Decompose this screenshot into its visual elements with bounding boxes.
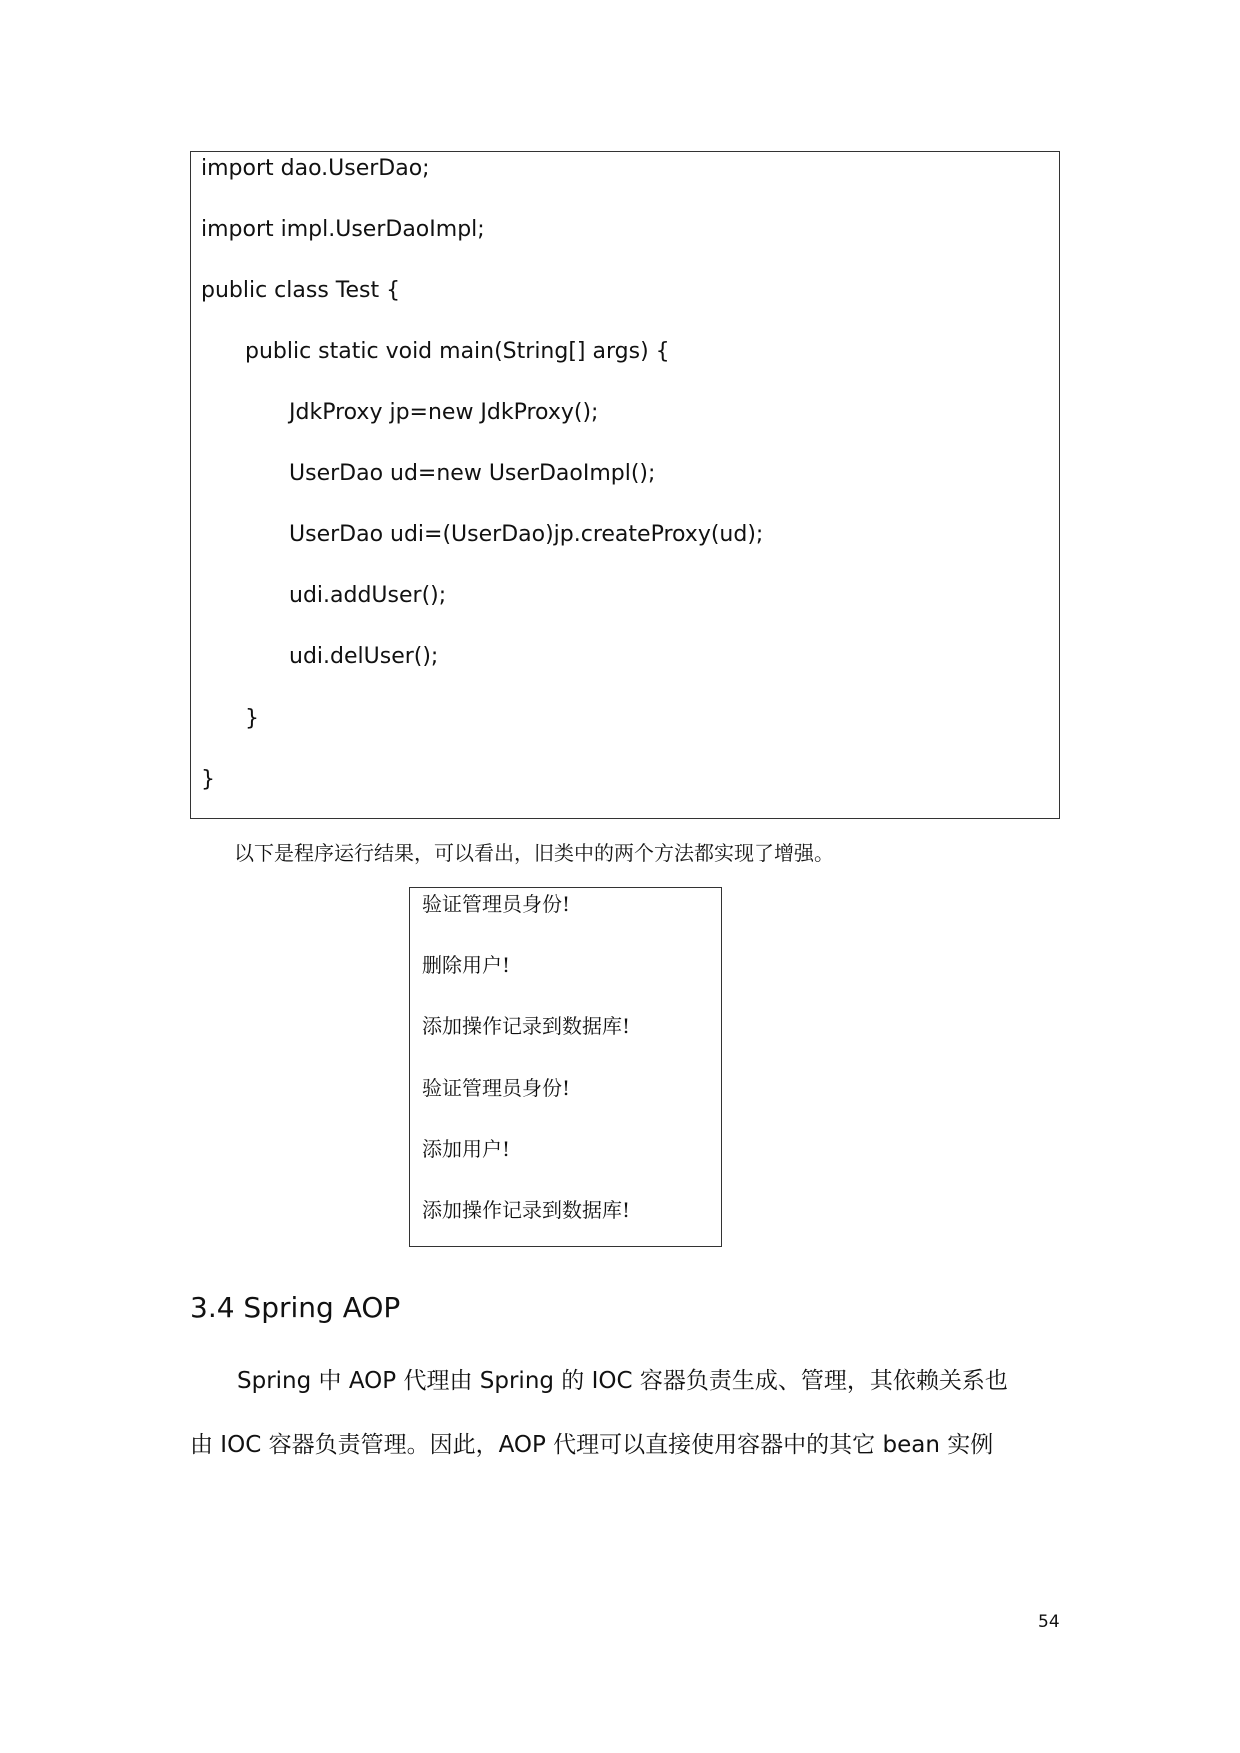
output-line: 验证管理员身份!: [422, 1076, 571, 1100]
program-output-block: [409, 887, 722, 1247]
paragraph-line: Spring 中 AOP 代理由 Spring 的 IOC 容器负责生成、管理，其依赖关系也: [237, 1368, 1008, 1394]
section-heading: 3.4 Spring AOP: [190, 1291, 401, 1324]
code-line: public class Test {: [201, 278, 401, 303]
output-line: 验证管理员身份!: [422, 892, 571, 916]
code-line: import dao.UserDao;: [201, 156, 430, 181]
page-number: 54: [1038, 1612, 1060, 1632]
code-line: public static void main(String[] args) {: [245, 339, 670, 364]
output-line: 删除用户!: [422, 953, 511, 977]
code-line: }: [201, 767, 215, 792]
code-line: udi.addUser();: [289, 583, 447, 608]
result-caption: 以下是程序运行结果，可以看出，旧类中的两个方法都实现了增强。: [234, 841, 834, 865]
output-line: 添加用户!: [422, 1137, 511, 1161]
code-line: }: [245, 706, 259, 731]
code-line: import impl.UserDaoImpl;: [201, 217, 485, 242]
code-line: UserDao udi=(UserDao)jp.createProxy(ud);: [289, 522, 764, 547]
code-line: JdkProxy jp=new JdkProxy();: [289, 400, 599, 425]
paragraph-line: 由 IOC 容器负责管理。因此，AOP 代理可以直接使用容器中的其它 bean 实例: [190, 1432, 994, 1458]
code-block: [190, 151, 1060, 819]
output-line: 添加操作记录到数据库!: [422, 1198, 631, 1222]
output-line: 添加操作记录到数据库!: [422, 1014, 631, 1038]
code-line: UserDao ud=new UserDaoImpl();: [289, 461, 656, 486]
code-line: udi.delUser();: [289, 644, 439, 669]
